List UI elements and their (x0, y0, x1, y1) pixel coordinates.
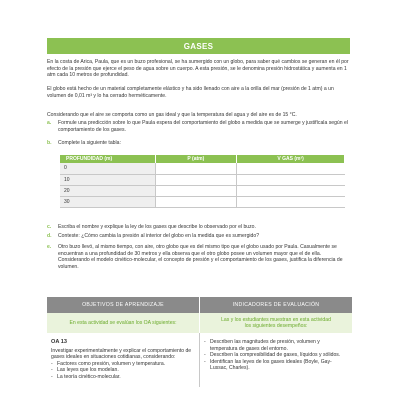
volume-cell[interactable] (237, 163, 345, 174)
list-item-text: Factores como presión, volumen y temperatura. (57, 360, 166, 367)
balloon-paragraph: El globo está hecho de un material completamente elástico y ha sido llenado con aire a la orilla del mar (presión de 1 atm) a un volumen de 0,01 m³ y lo ha cerrado herméticamente. (47, 86, 334, 99)
question-c (47, 224, 352, 231)
list-item-text: Las leyes que los modelan. (57, 367, 119, 374)
list-item (204, 352, 348, 359)
list-item-text: Describen la compresibilidad de gases, líquidos y sólidos. (210, 352, 341, 359)
oa-description: Investigar experimentalmente y explicar el comportamiento de gases ideales en situaciones cotidianas, considerando: (51, 347, 192, 361)
bullet-dash-icon: - (51, 373, 53, 380)
objectives-subheader-right: Las y los estudiantes muestran en esta actividad los siguientes desempeños: (221, 317, 331, 329)
indicators-column (200, 333, 352, 387)
list-item (204, 339, 348, 352)
question-a (47, 120, 352, 133)
objectives-header-right: INDICADORES DE EVALUACIÓN (232, 302, 320, 308)
list-item-text: La teoría cinético-molecular. (57, 373, 121, 380)
pressure-cell[interactable] (155, 185, 237, 196)
table-row (60, 185, 345, 196)
question-marker: b. (47, 140, 52, 146)
pressure-cell[interactable] (155, 174, 237, 185)
list-item-text: Describen las magnitudes de presión, volumen y temperatura de gases del entorno. (210, 339, 320, 352)
volume-cell[interactable] (237, 196, 345, 207)
bullet-dash-icon: - (204, 339, 206, 345)
table-row (60, 196, 345, 207)
question-marker: e. (47, 244, 52, 250)
bullet-dash-icon: - (51, 360, 53, 367)
list-item (204, 359, 348, 372)
list-item (51, 374, 195, 381)
question-text: Conteste: ¿Cómo cambia la presión al interior del globo en la medida que es sumergido? (58, 233, 260, 239)
objectives-subheader-left: En esta actividad se evalúan los OA siguientes: (47, 313, 200, 333)
table-header-row (60, 155, 345, 163)
question-d (47, 233, 352, 240)
volume-cell[interactable] (237, 185, 345, 196)
pressure-cell[interactable] (155, 196, 237, 207)
objectives-header-left: OBJETIVOS DE APRENDIZAJE (47, 297, 200, 313)
question-marker: d. (47, 233, 52, 239)
list-item-text: Identifican las leyes de los gases ideales (Boyle, Gay-Lussac, Charles). (210, 358, 332, 372)
pressure-table (60, 155, 345, 208)
pressure-cell[interactable] (155, 163, 237, 174)
depth-cell: 20 (60, 185, 155, 196)
bullet-dash-icon: - (51, 367, 53, 374)
question-marker: a. (47, 120, 52, 126)
conditions-paragraph: Considerando que el aire se comporta como un gas ideal y que la temperatura del agua y del aire es de 15 °C. (47, 112, 297, 118)
indicator-bullet-list (204, 339, 348, 372)
bullet-dash-icon: - (204, 352, 206, 359)
table-row (60, 174, 345, 185)
header-pressure: P (atm) (155, 155, 237, 163)
objectives-header (47, 297, 352, 313)
depth-cell: 10 (60, 174, 155, 185)
objectives-subheader (47, 313, 352, 333)
depth-cell: 30 (60, 196, 155, 207)
volume-cell[interactable] (237, 174, 345, 185)
intro-paragraph: En la costa de Arica, Paula, que es un buzo profesional, se ha sumergido con un globo, para saber qué cambios se generan en él por efecto de la presión que ejerce el peso de agua sobre un cuerpo. A esta presión, se le denomina presión hidrostática y aumenta en 1 atm cada 10 metros de profundidad. (47, 59, 349, 79)
header-volume: V GAS (m³) (237, 155, 345, 163)
learning-objective-column (47, 333, 200, 387)
header-depth: PROFUNDIDAD (m) (60, 155, 155, 163)
oa-bullet-list (51, 361, 195, 381)
question-text: Complete la siguiente tabla: (58, 140, 121, 146)
question-marker: c. (47, 224, 52, 230)
question-text: Formule una predicción sobre lo que Paula espera del comportamiento del globo a medida que se sumerge y justifícala según el comportamiento de los gases. (58, 120, 348, 133)
section-title: GASES (47, 38, 350, 54)
question-text: Otro buzo llevó, al mismo tiempo, con aire, otro globo que es del mismo tipo que el globo usado por Paula. Casualmente se encuentran a una profundidad de 30 metros y ella observa que el otro globo posee un volumen mayor que el de ella. Considerando el modelo cinético-molecular, el concepto de presión y el comportamiento de los gases, justifica la diferencia de volumen. (58, 244, 343, 270)
oa-title: OA 13 (51, 339, 67, 345)
table-row (60, 163, 345, 174)
list-item (51, 361, 195, 368)
question-b (47, 140, 352, 147)
question-e (47, 244, 352, 270)
objectives-table (47, 297, 352, 387)
list-item (51, 367, 195, 374)
depth-cell: 0 (60, 163, 155, 174)
objectives-body (47, 333, 352, 387)
question-text: Escriba el nombre y explique la ley de los gases que describe lo observado por el buzo. (58, 224, 256, 230)
bullet-dash-icon: - (204, 358, 206, 365)
